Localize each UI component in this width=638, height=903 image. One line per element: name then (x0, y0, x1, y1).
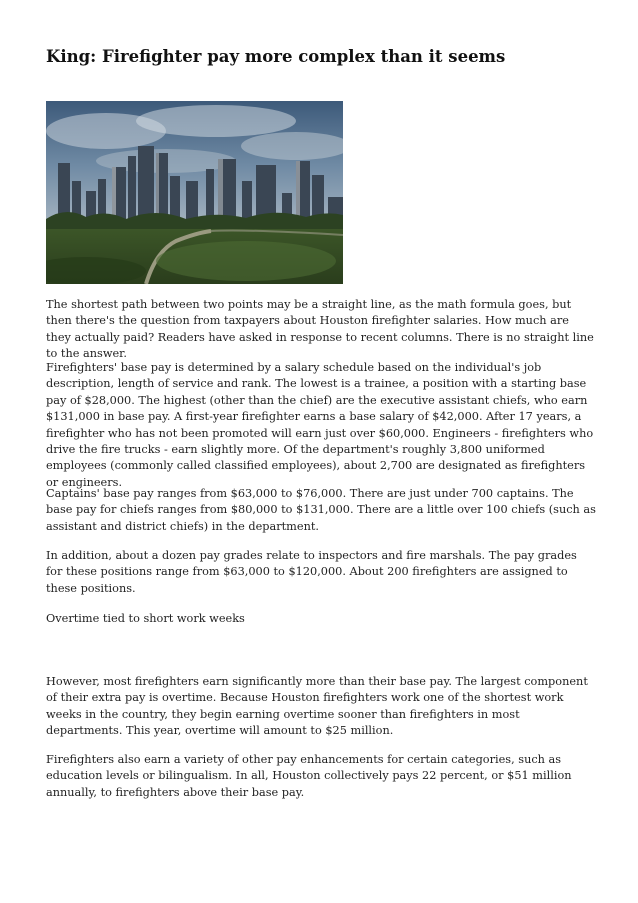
article-paragraph: However, most firefighters earn significantly more than their base pay. The largest component of their extra pay is overtime. Because Houston firefighters work one of the shortest work weeks in the country, they begin earning overtime sooner than firefighters in most departments. This year, overtime will amount to $25 million. (46, 675, 588, 738)
article-paragraph: Firefighters also earn a variety of other pay enhancements for certain categories, such as education levels or bilingualism. In all, Houston collectively pays 22 percent, or $51 million annually, to firefighters above their base pay. (46, 753, 572, 799)
article-paragraph: The shortest path between two points may be a straight line, as the math formula goes, but then there's the question from taxpayers about Houston firefighter salaries. How much are they actually paid? Readers have asked in response to recent columns. There is no straight line to the answer. (46, 298, 594, 361)
article-paragraph: In addition, about a dozen pay grades relate to inspectors and fire marshals. The pay grades for these positions range from $63,000 to $120,000. About 200 firefighters are assigned to these positions. (46, 549, 577, 595)
article-title: King: Firefighter pay more complex than it seems (46, 47, 506, 66)
article-paragraph: Firefighters' base pay is determined by a salary schedule based on the individual's job description, length of service and rank. The lowest is a trainee, a position with a starting base pay of $28,000. The highest (other than the chief) are the executive assistant chiefs, who earn $131,000 in base pay. A first-year firefighter earns a base salary of $42,000. After 17 years, a firefighter who has not been promoted will earn just over $60,000. Engineers - firefighters who drive the fire trucks - earn slightly more. Of the department's roughly 3,800 uniformed employees (commonly called classified employees), about 2,700 are designated as firefighters or engineers. (46, 361, 594, 489)
section-subheading: Overtime tied to short work weeks (46, 612, 245, 625)
houston-skyline-photo (46, 101, 343, 284)
article-paragraph: Captains' base pay ranges from $63,000 to $76,000. There are just under 700 captains. The base pay for chiefs ranges from $80,000 to $131,000. There are a little over 100 chiefs (such as assistant and district chiefs) in the department. (46, 487, 596, 533)
